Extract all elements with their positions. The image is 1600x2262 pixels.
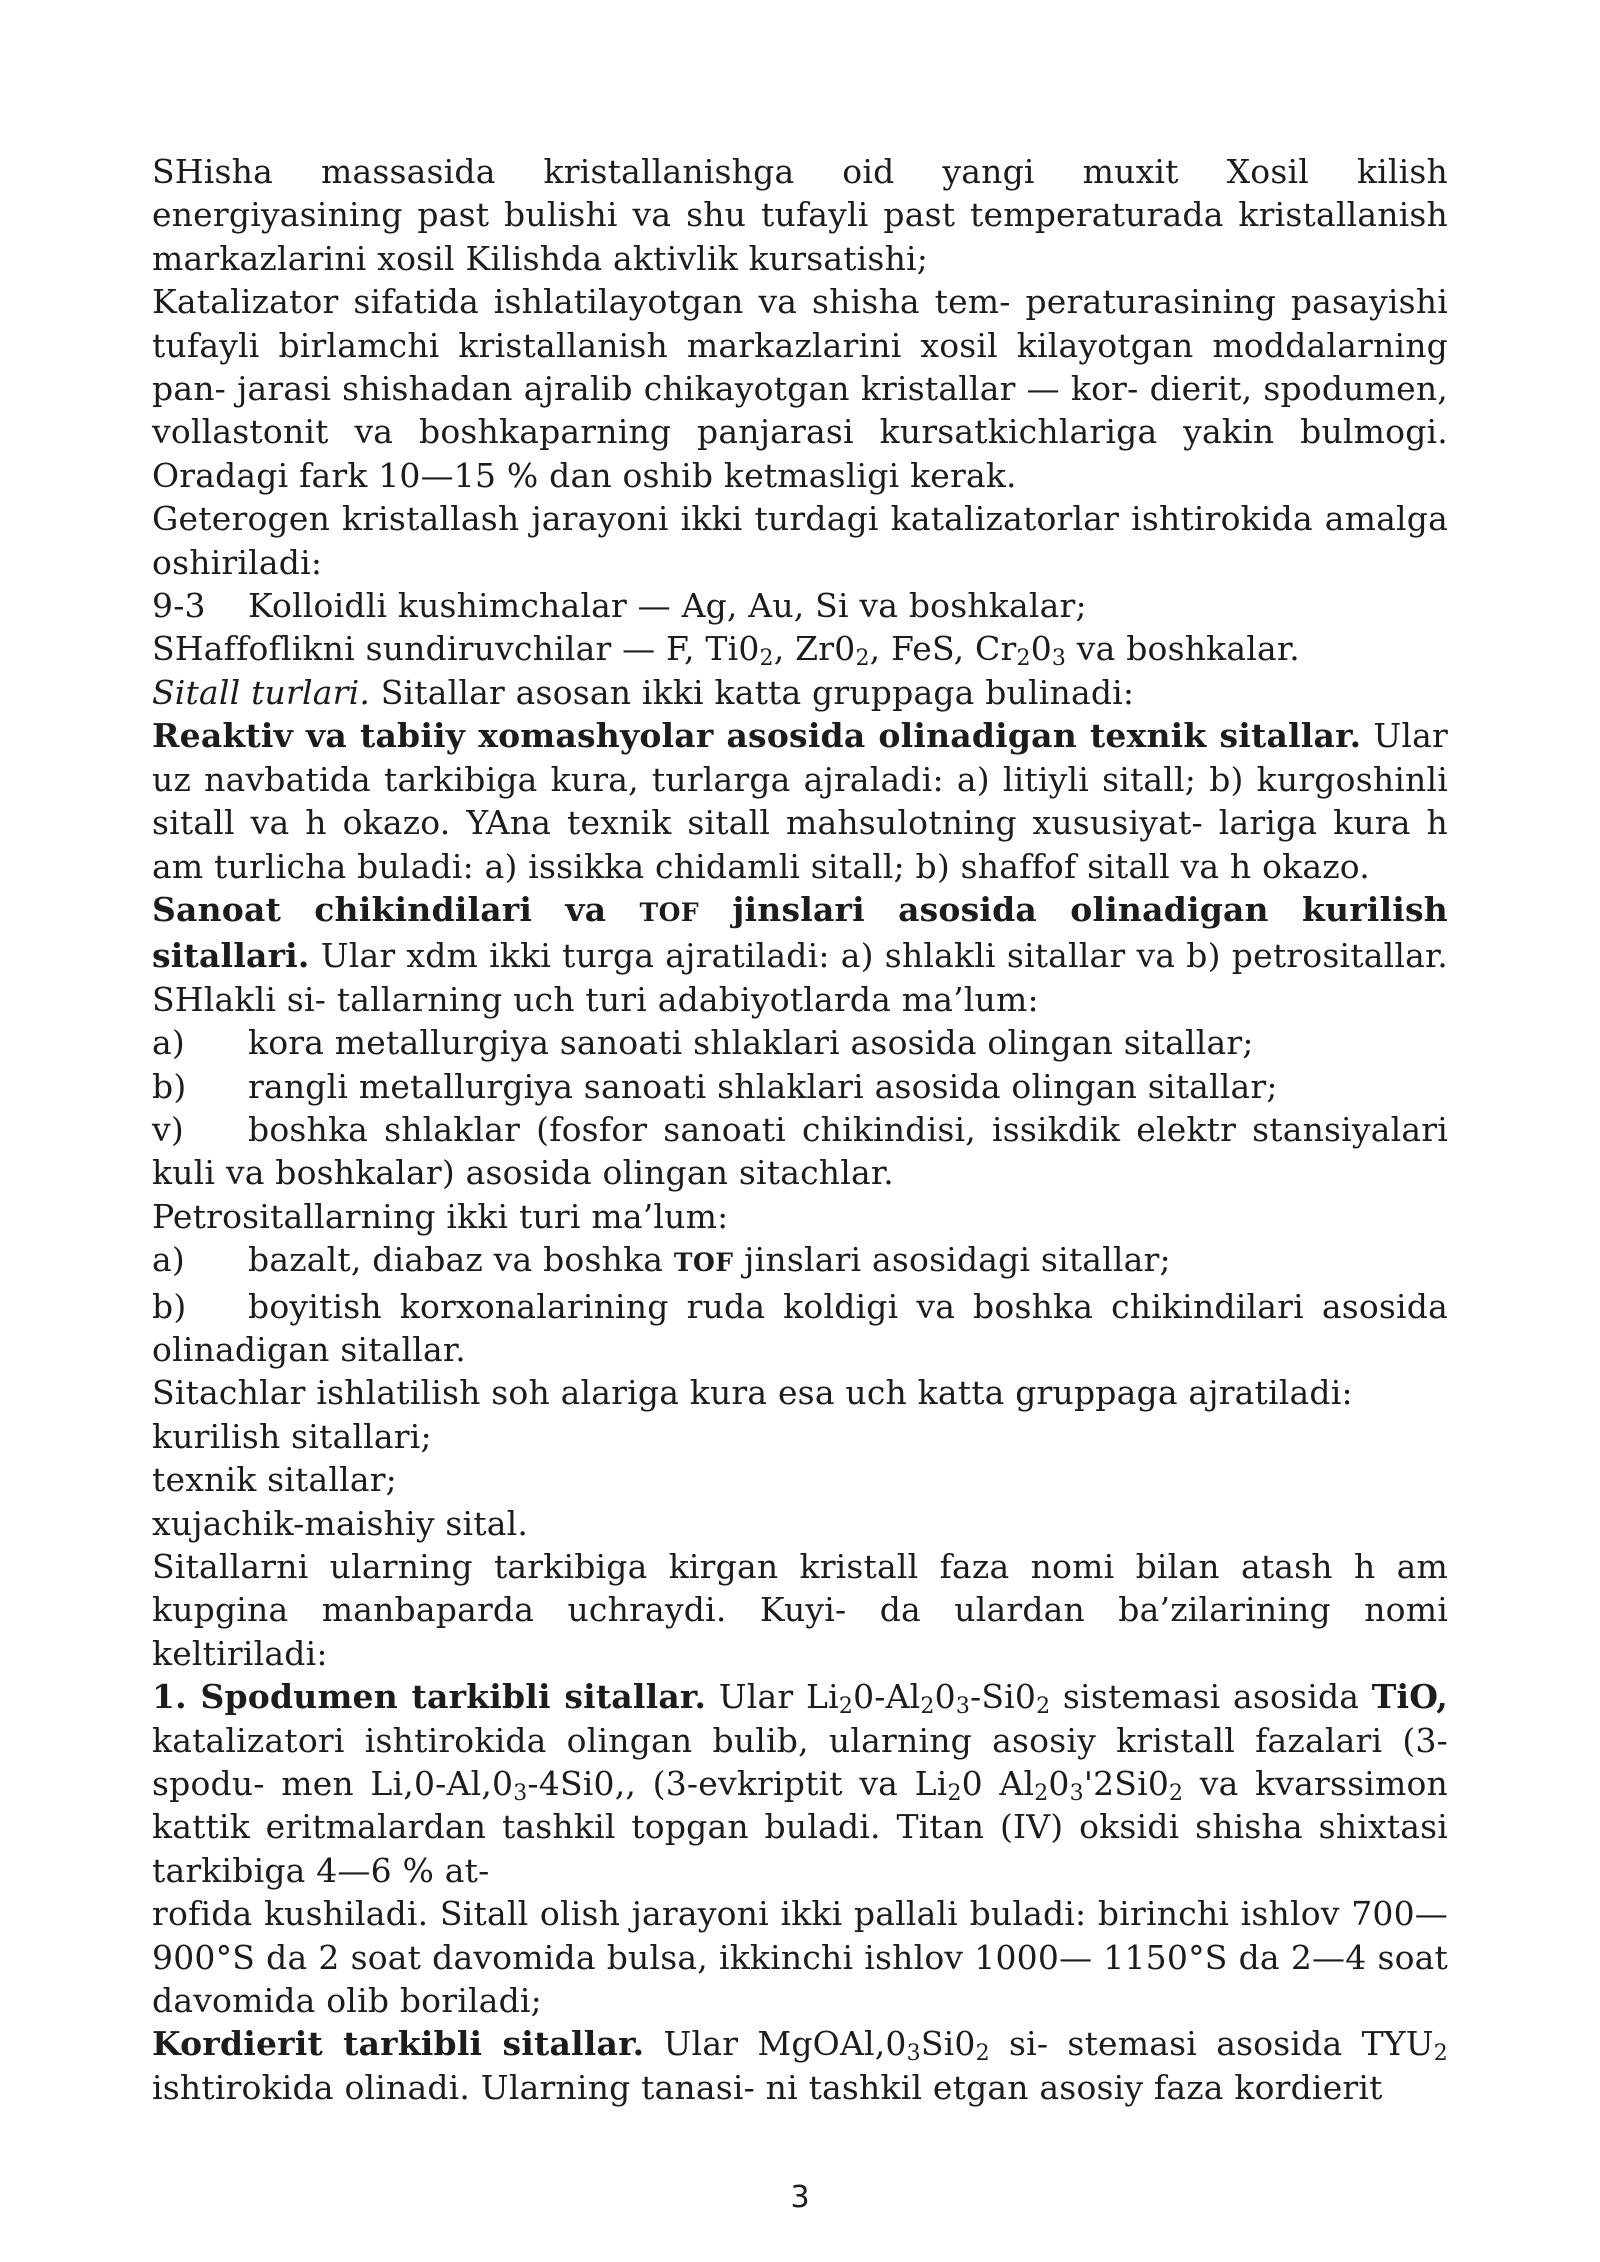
list-marker: a): [152, 1240, 185, 1280]
list-item: [152, 1108, 1448, 1195]
subscript: 3: [513, 1781, 528, 1807]
paragraph-technical-sitalls: [152, 714, 1448, 888]
usage-group-item: kurilish sitallari;: [152, 1416, 432, 1456]
catalyst-item-opacifiers: [152, 627, 1448, 670]
subscript: 2: [920, 1694, 935, 1720]
paragraph-cordierite: [152, 2022, 1448, 2109]
paragraph-naming: Sitallarni ularning tarkibiga kirgan kristall faza nomi bilan atash h am kupgina manbaparda uchraydi. Kuyi- da ulardan ba’zilarining nomi keltiriladi:: [152, 1547, 1448, 1673]
document-body: [152, 150, 1448, 2109]
paragraph-usage-groups: Sitachlar ishlatilish soh alariga kura esa uch katta gruppaga ajratiladi:: [152, 1373, 1353, 1413]
subscript: 3: [1051, 646, 1067, 672]
text-run: Sitallar asosan ikki katta gruppaga bulinadi:: [370, 672, 1135, 712]
list-item: [152, 1021, 1448, 1064]
text-run: 0: [1030, 629, 1052, 669]
subscript: 3: [955, 1694, 971, 1720]
bold-heading: Sanoat chikindilari va: [152, 889, 640, 929]
subscript: 2: [1016, 646, 1031, 672]
list-marker: b): [152, 1286, 187, 1326]
page-number: 3: [790, 2180, 810, 2215]
subscript: 2: [759, 646, 774, 672]
list-marker: v): [152, 1109, 184, 1149]
text-run: ishtirokida olinadi. Ularning tanasi- ni tashkil etgan asosiy faza kordierit: [152, 2067, 1383, 2107]
paragraph-1: SHisha massasida kristallanishga oid yangi muxit Xosil kilish energiyasining past bulishi va shu tufayli past temperaturada kristallanish markazlarini xosil Kilishda aktivlik kursatishi;: [152, 152, 1448, 278]
list-marker: b): [152, 1066, 187, 1106]
usage-group-item: texnik sitallar;: [152, 1460, 397, 1500]
paragraph-spodumene: [152, 1675, 1448, 1892]
text-run: va kvarssimon kattik eritmalardan tashkil topgan buladi. Titan (IV) oksidi shisha shixtasi tarkibiga 4—6 % at-: [152, 1764, 1448, 1890]
text-run: -Si0: [970, 1677, 1037, 1717]
subscript: 2: [975, 2041, 990, 2067]
subscript: 3: [1069, 1781, 1084, 1807]
list-item: [152, 1238, 1448, 1284]
catalyst-item-colloid: [152, 584, 1448, 627]
text-run: 0: [1048, 1764, 1070, 1804]
text-run: 0: [934, 1677, 956, 1717]
list-text: kora metallurgiya sanoati shlaklari asosida olingan sitallar;: [248, 1023, 1254, 1063]
text-run: SHaffoflikni sundiruvchilar — F, Ti0: [152, 629, 760, 669]
paragraph-3: Geterogen kristallash jarayoni ikki turdagi katalizatorlar ishtirokida amalga oshiriladi:: [152, 499, 1448, 582]
list-text: bazalt, diabaz va boshka: [248, 1240, 674, 1280]
subscript: 2: [1169, 1781, 1184, 1807]
item-number: 9-3: [152, 586, 206, 626]
subscript: 3: [906, 2041, 921, 2067]
subscript: 2: [1036, 1694, 1051, 1720]
text-run: Ular MgOAl,0: [644, 2024, 907, 2064]
list-item: [152, 1285, 1448, 1372]
paragraph-building-sitalls: [152, 888, 1448, 1021]
bold-formula: TiO,: [1371, 1677, 1448, 1717]
text-run: va boshkalar.: [1066, 629, 1300, 669]
text-run: katalizatori ishtirokida olingan bulib, ularning asosiy kristall fazalari (3-spodu- men Li,0-Al,0: [152, 1720, 1448, 1804]
list-text: jinslari asosidagi sitallar;: [733, 1240, 1171, 1280]
list-item: [152, 1065, 1448, 1108]
text-run: Ular Li: [706, 1677, 839, 1717]
italic-heading: Sitall turlari.: [152, 672, 371, 712]
tof-label: TOF: [673, 1248, 734, 1278]
subscript: 2: [1433, 2041, 1448, 2067]
text-run: , Zr0: [773, 629, 856, 669]
text-run: Si0: [920, 2024, 976, 2064]
item-text: Kolloidli kushimchalar — Ag, Au, Si va boshkalar;: [248, 586, 1087, 626]
text-run: Ular uz navbatida tarkibiga kura, turlarga ajraladi: a) litiyli sitall; b) kurgoshinli sitall va h okazo. YAna texnik sitall mahsulotning xususiyat- lariga kura h am turlicha buladi: a) issikka chidamli sitall; b) shaffof sitall va h okazo.: [152, 716, 1448, 886]
text-run: -4Si0,, (3-evkriptit va Li: [527, 1764, 948, 1804]
paragraph-process: rofida kushiladi. Sitall olish jarayoni ikki pallali buladi: birinchi ishlov 700—900°S da 2 soat davomida bulsa, ikkinchi ishlov 1000— 1150°S da 2—4 soat davomida olib boriladi;: [152, 1894, 1448, 2021]
paragraph-sitall-types: [152, 671, 1448, 714]
text-run: , FeS, Cr: [869, 629, 1017, 669]
subscript: 2: [838, 1694, 854, 1720]
bold-heading: Reaktiv va tabiiy xomashyolar asosida olinadigan texnik sitallar.: [152, 716, 1362, 756]
tof-label: TOF: [639, 897, 700, 927]
text-run: '2Si0: [1083, 1764, 1170, 1804]
text-run: si- stemasi asosida TYU: [989, 2024, 1434, 2064]
list-marker: a): [152, 1023, 185, 1063]
bold-heading: Kordierit tarkibli sitallar.: [152, 2024, 645, 2064]
text-run: 0-Al: [853, 1677, 921, 1717]
text-run: Ular xdm ikki turga ajratiladi: a) shlakli sitallar va b) petrositallar. SHlakli si- tallarning uch turi adabiyotlarda ma’lum:: [152, 936, 1448, 1019]
subscript: 2: [947, 1781, 962, 1807]
paragraph-petrositalls: Petrositallarning ikki turi ma’lum:: [152, 1196, 729, 1236]
list-text: boshka shlaklar (fosfor sanoati chikindisi, issikdik elektr stansiyalari kuli va boshkalar) asosida olingan sitachlar.: [152, 1109, 1448, 1193]
bold-heading: jinslari asosida olinadigan kurilish sitallari.: [152, 889, 1448, 976]
text-run: 0 Al: [961, 1764, 1035, 1804]
list-text: boyitish korxonalarining ruda koldigi va boshka chikindilari asosida olinadigan sitallar.: [152, 1286, 1448, 1369]
usage-group-item: xujachik-maishiy sital.: [152, 1503, 529, 1543]
list-text: rangli metallurgiya sanoati shlaklari asosida olingan sitallar;: [248, 1066, 1278, 1106]
subscript: 2: [855, 646, 870, 672]
bold-heading: 1. Spodumen tarkibli sitallar.: [152, 1677, 707, 1717]
paragraph-2: Katalizator sifatida ishlatilayotgan va shisha tem- peraturasining pasayishi tufayli birlamchi kristallanish markazlarini xosil kilayotgan moddalarning pan- jarasi shishadan ajralib chikayotgan kristallar — kor- dierit, spodumen, vollastonit va boshkaparning panjarasi kursatkichlariga yakin bulmogi. Oradagi fark 10—15 % dan oshib ketmasligi kerak.: [152, 282, 1448, 495]
text-run: sistemasi asosida: [1050, 1677, 1372, 1717]
subscript: 2: [1034, 1781, 1049, 1807]
